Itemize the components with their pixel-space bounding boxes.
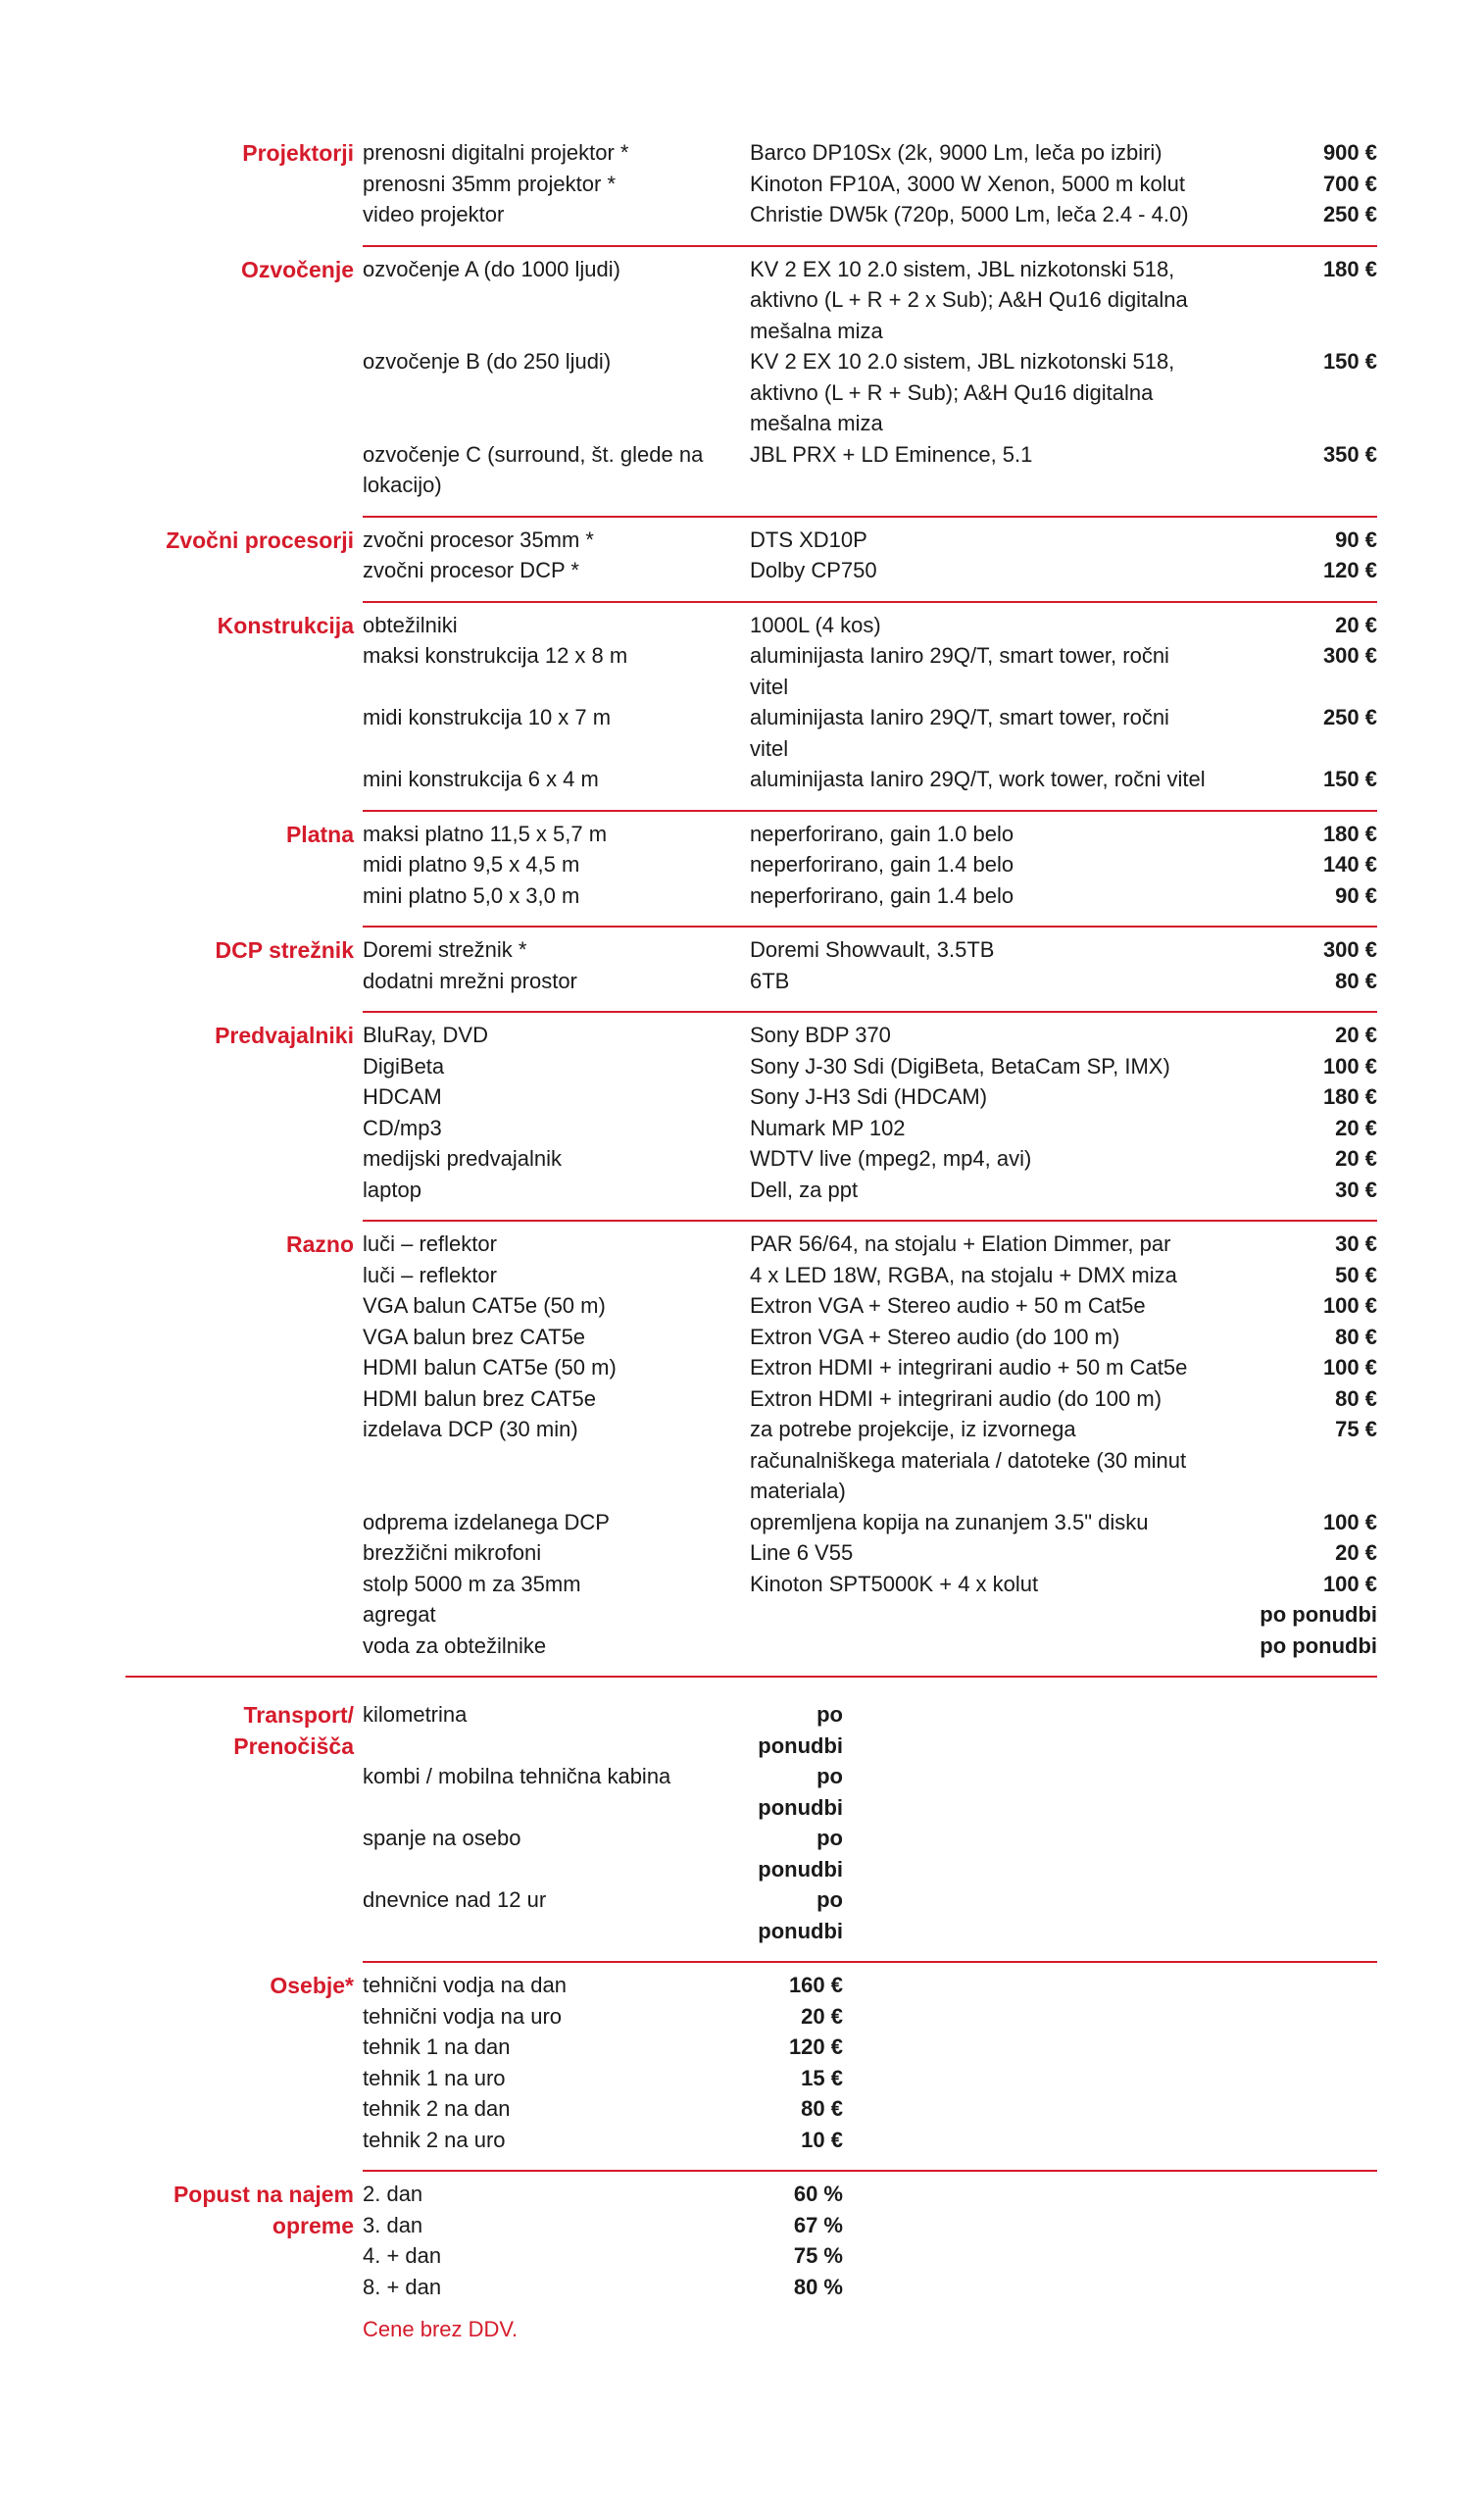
item-description: KV 2 EX 10 2.0 sistem, JBL nizkotonski 518, aktivno (L + R + Sub); A&H Qu16 digitalna mešalna miza	[750, 349, 1175, 435]
item-name: prenosni digitalni projektor *	[363, 140, 629, 165]
item-name: ozvočenje A (do 1000 ljudi)	[363, 256, 620, 281]
section-rows	[363, 819, 1377, 912]
section-title: Razno	[286, 1231, 354, 1257]
item-description: Extron VGA + Stereo audio (do 100 m)	[750, 1324, 1120, 1349]
item-name: kilometrina	[363, 1702, 468, 1727]
item-description: neperforirano, gain 1.0 belo	[750, 821, 1014, 846]
table-row	[363, 1631, 1377, 1662]
item-price: 20 €	[1335, 1146, 1377, 1171]
section-rows	[363, 1020, 1377, 1205]
table-row	[363, 1884, 1377, 1946]
table-row	[363, 1290, 1377, 1322]
table-row	[363, 1823, 1377, 1884]
item-description	[750, 1631, 1211, 1662]
item-name: ozvočenje B (do 250 ljudi)	[363, 349, 612, 374]
item-price: 120 €	[1322, 558, 1377, 582]
item-description: 4 x LED 18W, RGBA, na stojalu + DMX miza	[750, 1262, 1177, 1287]
item-name: tehnik 2 na dan	[363, 2096, 511, 2121]
item-price: 700 €	[1322, 171, 1377, 196]
item-name: voda za obtežilnike	[363, 1632, 547, 1658]
item-description: Doremi Showvault, 3.5TB	[750, 937, 995, 962]
item-price: 100 €	[1322, 1053, 1377, 1079]
item-price: 20 €	[1335, 1540, 1377, 1565]
item-name: brezžični mikrofoni	[363, 1540, 542, 1565]
table-row	[363, 1599, 1377, 1631]
table-row	[363, 1699, 1377, 1761]
table-row	[363, 1414, 1377, 1507]
item-name: tehnik 1 na dan	[363, 2034, 511, 2059]
table-row	[363, 1143, 1377, 1175]
table-row	[363, 2032, 1377, 2063]
item-value: 20 €	[801, 2003, 843, 2029]
item-name: VGA balun brez CAT5e	[363, 1324, 586, 1349]
section-title: DCP strežnik	[215, 937, 354, 963]
item-description: DTS XD10P	[750, 527, 867, 552]
item-price: 180 €	[1322, 256, 1377, 281]
item-description: Extron VGA + Stereo audio + 50 m Cat5e	[750, 1293, 1146, 1318]
item-name: tehnik 1 na uro	[363, 2065, 506, 2090]
table-row	[363, 439, 1377, 501]
item-name: tehnični vodja na uro	[363, 2003, 563, 2029]
item-name: maksi konstrukcija 12 x 8 m	[363, 643, 628, 668]
item-price: 180 €	[1322, 821, 1377, 846]
item-price: 90 €	[1335, 882, 1377, 908]
item-name: izdelava DCP (30 min)	[363, 1417, 578, 1441]
item-description: aluminijasta Ianiro 29Q/T, smart tower, ročni vitel	[750, 705, 1169, 761]
item-name: zvočni procesor 35mm *	[363, 527, 594, 552]
section-title: Transport/ Prenočišča	[233, 1702, 354, 1759]
service-section-2	[173, 2172, 1377, 2360]
table-row	[363, 2210, 1377, 2241]
table-row	[363, 254, 1377, 347]
item-name: BluRay, DVD	[363, 1023, 488, 1047]
item-value: 15 €	[801, 2065, 843, 2090]
item-name: midi konstrukcija 10 x 7 m	[363, 705, 612, 729]
item-value: 75 %	[793, 2243, 843, 2268]
section-title: Projektorji	[242, 140, 354, 166]
item-description: 1000L (4 kos)	[750, 612, 881, 637]
item-name: Doremi strežnik *	[363, 937, 527, 962]
item-value: 60 %	[793, 2182, 843, 2206]
item-description: Kinoton FP10A, 3000 W Xenon, 5000 m kolut	[750, 171, 1185, 196]
item-price: 140 €	[1322, 852, 1377, 877]
table-row	[363, 1113, 1377, 1144]
item-value: 120 €	[788, 2034, 843, 2059]
item-price: 30 €	[1335, 1231, 1377, 1256]
item-value: 80 %	[793, 2274, 843, 2299]
item-description: opremljena kopija na zunanjem 3.5" disku	[750, 1509, 1149, 1534]
section-5	[215, 928, 1377, 1013]
table-row	[363, 610, 1377, 641]
item-name: spanje na osebo	[363, 1826, 521, 1850]
table-row	[363, 2063, 1377, 2094]
item-name: prenosni 35mm projektor *	[363, 171, 617, 196]
item-description: WDTV live (mpeg2, mp4, avi)	[750, 1146, 1032, 1171]
section-title: Platna	[285, 821, 354, 847]
item-name: midi platno 9,5 x 4,5 m	[363, 852, 580, 877]
table-row	[363, 640, 1377, 702]
table-row	[363, 1260, 1377, 1291]
section-rows	[363, 934, 1377, 996]
item-name: 4. + dan	[363, 2243, 442, 2268]
table-row	[363, 819, 1377, 850]
item-price: 90 €	[1335, 527, 1377, 552]
table-row	[363, 555, 1377, 586]
item-name: zvočni procesor DCP *	[363, 558, 579, 582]
item-description: 6TB	[750, 968, 790, 993]
item-description	[750, 1599, 1211, 1631]
item-name: dodatni mrežni prostor	[363, 968, 577, 993]
item-price: 20 €	[1335, 1023, 1377, 1047]
item-name: stolp 5000 m za 35mm	[363, 1571, 581, 1596]
item-description: Dell, za ppt	[750, 1177, 859, 1202]
item-name: odprema izdelanega DCP	[363, 1509, 610, 1534]
item-name: maksi platno 11,5 x 5,7 m	[363, 821, 608, 846]
item-value: po ponudbi	[758, 1702, 843, 1758]
table-row	[363, 2093, 1377, 2125]
item-price: 150 €	[1322, 767, 1377, 791]
item-name: ozvočenje C (surround, št. glede na lokacijo)	[363, 441, 704, 497]
item-name: obtežilniki	[363, 612, 458, 637]
item-price: 30 €	[1335, 1177, 1377, 1202]
item-description: KV 2 EX 10 2.0 sistem, JBL nizkotonski 518, aktivno (L + R + 2 x Sub); A&H Qu16 digitalna mešalna miza	[750, 256, 1188, 343]
item-price: 100 €	[1322, 1509, 1377, 1534]
service-section-0	[233, 1678, 1377, 1963]
section-rows	[363, 610, 1377, 795]
item-price: 250 €	[1322, 202, 1377, 226]
item-name: CD/mp3	[363, 1115, 442, 1140]
item-value: po ponudbi	[758, 1887, 843, 1943]
section-rows	[363, 1229, 1377, 1661]
section-title: Konstrukcija	[217, 612, 354, 638]
item-name: luči – reflektor	[363, 1262, 497, 1287]
item-description: Sony BDP 370	[750, 1023, 891, 1047]
table-row	[363, 966, 1377, 997]
table-row	[363, 1051, 1377, 1082]
item-description: Barco DP10Sx (2k, 9000 Lm, leča po izbiri)	[750, 140, 1162, 165]
item-name: 3. dan	[363, 2212, 423, 2237]
section-rows	[363, 137, 1377, 230]
section-title: Popust na najem opreme	[173, 2182, 354, 2238]
item-price: 20 €	[1335, 1115, 1377, 1140]
item-name: DigiBeta	[363, 1053, 445, 1079]
item-description: Dolby CP750	[750, 558, 877, 582]
item-description: Kinoton SPT5000K + 4 x kolut	[750, 1571, 1039, 1596]
item-value: po ponudbi	[758, 1764, 843, 1820]
item-description: Christie DW5k (720p, 5000 Lm, leča 2.4 - 4.0)	[750, 202, 1189, 226]
item-price: 80 €	[1335, 1385, 1377, 1411]
item-description: Extron HDMI + integrirani audio + 50 m Cat5e	[750, 1355, 1188, 1380]
table-row	[363, 1081, 1377, 1113]
item-price: 75 €	[1335, 1417, 1377, 1441]
item-price: 350 €	[1322, 441, 1377, 467]
table-row	[363, 1322, 1377, 1353]
item-name: HDMI balun brez CAT5e	[363, 1385, 597, 1411]
item-description: Numark MP 102	[750, 1115, 906, 1140]
item-price: 180 €	[1322, 1084, 1377, 1109]
table-row	[363, 1507, 1377, 1538]
table-row	[363, 2125, 1377, 2156]
price-list	[0, 130, 1484, 2360]
item-value: 160 €	[788, 1973, 843, 1997]
section-title: Ozvočenje	[240, 256, 354, 282]
item-value: 10 €	[801, 2127, 843, 2152]
table-row	[363, 702, 1377, 764]
item-description: aluminijasta Ianiro 29Q/T, work tower, ročni vitel	[750, 767, 1206, 791]
item-value: 67 %	[793, 2212, 843, 2237]
item-name: luči – reflektor	[363, 1231, 497, 1256]
table-row	[363, 1175, 1377, 1206]
item-description: PAR 56/64, na stojalu + Elation Dimmer, par	[750, 1231, 1171, 1256]
item-price: 20 €	[1335, 612, 1377, 637]
section-rows	[363, 525, 1377, 586]
item-description: JBL PRX + LD Eminence, 5.1	[750, 441, 1033, 467]
section-4	[285, 812, 1377, 929]
item-name: dnevnice nad 12 ur	[363, 1887, 547, 1912]
item-name: tehnik 2 na uro	[363, 2127, 506, 2152]
item-name: mini konstrukcija 6 x 4 m	[363, 767, 599, 791]
table-row	[363, 1383, 1377, 1415]
item-name: tehnični vodja na dan	[363, 1973, 567, 1997]
item-description: Sony J-H3 Sdi (HDCAM)	[750, 1084, 988, 1109]
item-price: 80 €	[1335, 1324, 1377, 1349]
item-price: 300 €	[1322, 937, 1377, 962]
section-rows	[363, 254, 1377, 501]
table-row	[363, 199, 1377, 230]
table-row	[363, 2001, 1377, 2033]
item-description: neperforirano, gain 1.4 belo	[750, 852, 1014, 877]
item-price: 300 €	[1322, 643, 1377, 668]
table-row	[363, 169, 1377, 200]
item-price: 100 €	[1322, 1571, 1377, 1596]
item-description: Extron HDMI + integrirani audio (do 100 m)	[750, 1385, 1162, 1411]
item-description: za potrebe projekcije, iz izvornega računalniškega materiala / datoteke (30 minut materiala)	[750, 1417, 1187, 1503]
item-name: VGA balun CAT5e (50 m)	[363, 1293, 606, 1318]
table-row	[363, 1761, 1377, 1823]
section-title: Zvočni procesorji	[166, 527, 354, 553]
table-row	[363, 1970, 1377, 2001]
section-7	[125, 1222, 1377, 1678]
item-price: 50 €	[1335, 1262, 1377, 1287]
item-name: mini platno 5,0 x 3,0 m	[363, 882, 580, 908]
table-row	[363, 1020, 1377, 1051]
footnote: Cene brez DDV.	[363, 2317, 519, 2341]
table-row	[363, 2179, 1377, 2210]
item-description: Sony J-30 Sdi (DigiBeta, BetaCam SP, IMX)	[750, 1053, 1170, 1079]
table-row	[363, 849, 1377, 880]
item-name: 2. dan	[363, 2182, 423, 2206]
table-row	[363, 880, 1377, 912]
item-price: 150 €	[1322, 349, 1377, 374]
service-section-1	[270, 1963, 1377, 2172]
table-row	[363, 346, 1377, 439]
table-row	[363, 1537, 1377, 1569]
item-price: po ponudbi	[1260, 1632, 1377, 1658]
item-price: 100 €	[1322, 1355, 1377, 1380]
item-name: video projektor	[363, 202, 505, 226]
item-name: HDCAM	[363, 1084, 442, 1109]
item-name: medijski predvajalnik	[363, 1146, 562, 1171]
item-price: 250 €	[1322, 705, 1377, 729]
table-row	[363, 137, 1377, 169]
table-row	[363, 2272, 1377, 2303]
item-name: kombi / mobilna tehnična kabina	[363, 1764, 671, 1788]
table-row	[363, 1352, 1377, 1383]
item-value: po ponudbi	[758, 1826, 843, 1882]
table-row	[363, 1569, 1377, 1600]
section-6	[215, 1013, 1377, 1222]
item-description: aluminijasta Ianiro 29Q/T, smart tower, ročni vitel	[750, 643, 1169, 699]
table-row	[363, 764, 1377, 795]
item-price: po ponudbi	[1260, 1602, 1377, 1627]
item-name: laptop	[363, 1177, 421, 1202]
table-row	[363, 1229, 1377, 1260]
table-row	[363, 2240, 1377, 2272]
section-title: Osebje*	[270, 1973, 354, 1998]
item-name: 8. + dan	[363, 2274, 442, 2299]
table-row	[363, 525, 1377, 556]
item-description: Line 6 V55	[750, 1540, 854, 1565]
item-name: agregat	[363, 1602, 436, 1627]
item-price: 900 €	[1322, 140, 1377, 165]
item-price: 80 €	[1335, 968, 1377, 993]
item-price: 100 €	[1322, 1293, 1377, 1318]
item-description: neperforirano, gain 1.4 belo	[750, 882, 1014, 908]
section-3	[217, 603, 1377, 812]
section-1	[240, 247, 1377, 518]
item-value: 80 €	[801, 2096, 843, 2121]
table-row	[363, 934, 1377, 966]
section-0	[242, 130, 1377, 247]
item-name: HDMI balun CAT5e (50 m)	[363, 1355, 617, 1380]
section-title: Predvajalniki	[215, 1023, 354, 1048]
section-2	[166, 518, 1377, 603]
